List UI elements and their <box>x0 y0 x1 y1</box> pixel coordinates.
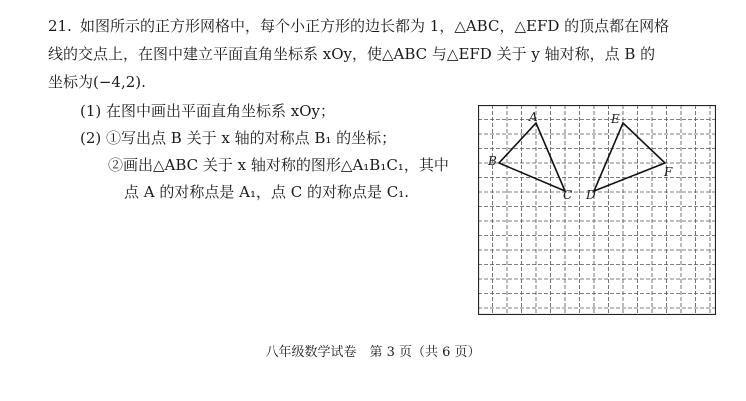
question-text-line-1: 如图所示的正方形网格中，每个小正方形的边长都为 1，△ABC，△EFD 的顶点都在网格 <box>80 17 670 35</box>
grid-border <box>479 106 716 315</box>
question-text-line-2: 线的交点上，在图中建立平面直角坐标系 xOy，使△ABC 与△EFD 关于 y 轴对称，点 B 的 <box>48 45 656 63</box>
sub-question-2-2: ②画出△ABC 关于 x 轴对称的图形△A₁B₁C₁，其中 <box>108 156 449 174</box>
page-footer: 八年级数学试卷 第 3 页（共 6 页） <box>265 345 481 360</box>
question-text-line-3: 坐标为(−4,2). <box>48 73 146 91</box>
sub-question-2-2-cont: 点 A 的对称点是 A₁，点 C 的对称点是 C₁. <box>124 183 410 201</box>
sub-question-1: (1) 在图中画出平面直角坐标系 xOy； <box>80 102 336 120</box>
label-c: C <box>563 188 573 202</box>
square-grid-figure <box>478 105 716 315</box>
question-number: 21. <box>48 17 72 35</box>
label-b: B <box>488 154 497 168</box>
triangle-abc <box>499 123 565 191</box>
grid-lines <box>478 105 716 315</box>
label-e: E <box>611 112 620 126</box>
sub-question-2-1: (2) ①写出点 B 关于 x 轴的对称点 B₁ 的坐标； <box>80 129 397 147</box>
triangle-efd <box>594 123 665 191</box>
label-a: A <box>529 110 538 124</box>
label-f: F <box>664 165 673 179</box>
label-d: D <box>586 188 596 202</box>
